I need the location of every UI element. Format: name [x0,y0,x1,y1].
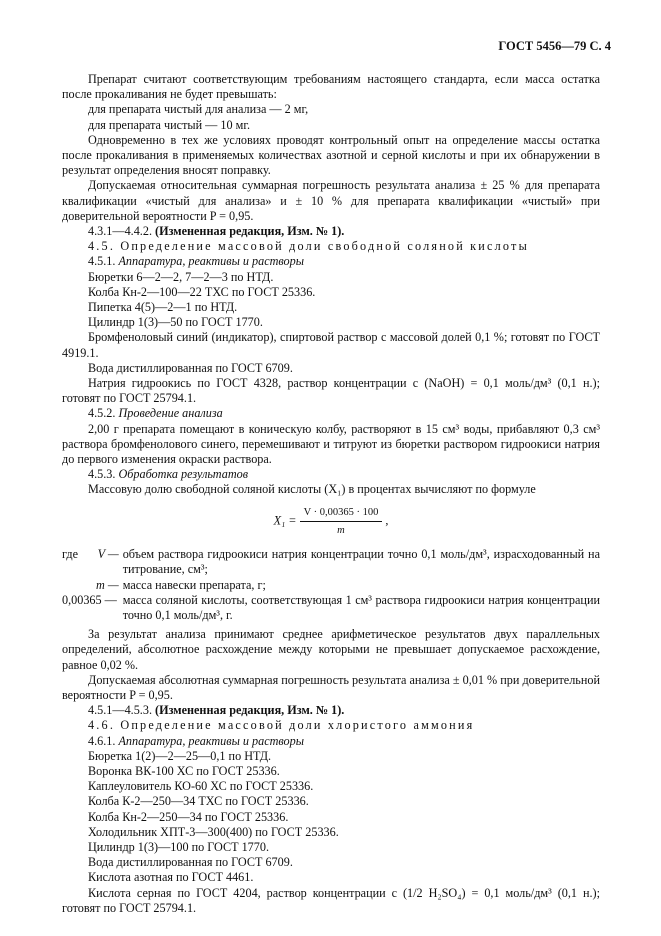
amendment-label: (Измененная редакция, Изм. № 1). [155,703,345,718]
list-item: Колба К-2—250—34 ТХС по ГОСТ 25336. [88,794,309,809]
list-item: Колба Кн-2—100—22 ТХС по ГОСТ 25336. [88,284,316,299]
clause-number: 4.5.1—4.5.3. [88,703,152,718]
formula-tail: , [385,513,389,528]
clause-number: 4.5.3. [88,467,116,482]
subsection-heading [62,254,600,269]
paragraph: Массовую долю свободной соляной кислоты (X₁) в процентах вычисляют по формуле [88,482,536,497]
legend-table [62,547,600,623]
list-item: Вода дистиллированная по ГОСТ 6709. [88,855,293,870]
list-item: Бюретки 6—2—2, 7—2—3 по НТД. [88,269,274,284]
subsection-heading [62,734,600,749]
paragraph: Препарат считают соответствующим требованиям настоящего стандарта, если масса остатка после прокаливания не будет превышать: [62,72,600,102]
legend-row [62,593,600,623]
list-item: Холодильник ХПТ-3—300(400) по ГОСТ 25336. [88,824,339,839]
page-header: ГОСТ 5456—79 С. 4 [498,39,611,53]
legend-row [62,547,600,577]
list-item: Вода дистиллированная по ГОСТ 6709. [88,360,293,375]
list-item: Воронка ВК-100 ХС по ГОСТ 25336. [88,763,280,778]
subsection-title: Обработка результатов [118,467,249,482]
legend-text: масса навески препарата, г; [122,577,266,592]
paragraph: Допускаемая абсолютная суммарная погрешность результата анализа ± 0,01 % при доверительной вероятности P = 0,95. [62,672,600,702]
amendment-label: (Измененная редакция, Изм. № 1). [155,224,345,239]
paragraph: для препарата чистый для анализа — 2 мг, [88,102,309,117]
list-item: Кислота серная по ГОСТ 4204, раствор концентрации c (1/2 H₂SO₄) = 0,1 моль/дм³ (0,1 н.); готовят по ГОСТ 25794.1. [62,885,600,915]
list-item: Цилиндр 1(3)—100 по ГОСТ 1770. [88,839,270,854]
paragraph: 2,00 г препарата помещают в коническую колбу, растворяют в 15 см³ воды, прибавляют 0,3 см³ раствора бромфенолового синего, перемешивают и титруют из бюретки раствором гидроокиси натрия до первого изменения окраски раствора. [62,421,600,467]
list-item: Натрия гидроокись по ГОСТ 4328, раствор концентрации c (NaOH) = 0,1 моль/дм³ (0,1 н.); готовят по ГОСТ 25794.1. [62,376,600,406]
subsection-title: Проведение анализа [118,406,223,421]
legend-symbol: V — [97,547,119,562]
amendment-note [62,224,600,239]
formula-numerator: V · 0,00365 · 100 [300,505,383,522]
subsection-heading [62,467,600,482]
clause-number: 4.5.2. [88,406,116,421]
legend-text: масса соляной кислоты, соответствующая 1 см³ раствора гидроокиси натрия концентрации точно 0,1 моль/дм³, г. [122,592,600,622]
paragraph: За результат анализа принимают среднее арифметическое результатов двух параллельных определений, абсолютное расхождение между которыми не превышает допускаемое расхождение, равное 0,02 %. [62,627,600,672]
list-item: Колба Кн-2—250—34 по ГОСТ 25336. [88,809,289,824]
subsection-title: Аппаратура, реактивы и растворы [118,733,304,748]
paragraph: Допускаемая относительная суммарная погрешность результата анализа ± 25 % для препарата квалификации «чистый для анализа» и ± 10 % для препарата квалификации «чистый» при доверительной вероятности P = 0,95. [62,178,600,223]
document-body [62,72,600,916]
list-item: Пипетка 4(5)—2—1 по НТД. [88,300,238,315]
subsection-heading [62,406,600,421]
clause-number: 4.5.1. [88,254,116,269]
subsection-title: Аппаратура, реактивы и растворы [118,254,304,269]
clause-number: 4.3.1—4.4.2. [88,224,152,239]
list-item: Кислота азотная по ГОСТ 4461. [88,870,254,885]
list-item: Бюретка 1(2)—2—25—0,1 по НТД. [88,748,272,763]
legend-row [62,578,600,593]
legend-symbol: m — [96,577,119,592]
paragraph: Одновременно в тех же условиях проводят контрольный опыт на определение массы остатка после прокаливания в применяемых количествах азотной и серной кислоты и при их обнаружении в результат определения вносят поправку. [62,132,600,178]
paragraph: для препарата чистый — 10 мг. [88,117,251,132]
legend-text: объем раствора гидроокиси натрия концентрации точно 0,1 моль/дм³, израсходованный на титрование, см³; [122,547,600,577]
where-word: где [62,547,79,562]
clause-number: 4.6.1. [88,733,116,748]
section-heading: 4.5. Определение массовой доли свободной соляной кислоты [88,239,529,254]
formula [62,505,600,538]
section-heading: 4.6. Определение массовой доли хлористого аммония [88,718,475,733]
list-item: Каплеуловитель КО-60 ХС по ГОСТ 25336. [88,779,314,794]
formula-lhs: X₁ = [273,513,297,528]
formula-fraction [300,505,383,538]
amendment-note [62,703,600,718]
formula-denominator: m [337,524,345,536]
list-item: Цилиндр 1(3)—50 по ГОСТ 1770. [88,315,263,330]
legend-symbol: 0,00365 — [62,592,117,607]
list-item: Бромфеноловый синий (индикатор), спиртовой раствор с массовой долей 0,1 %; готовят по ГОСТ 4919.1. [62,330,600,360]
